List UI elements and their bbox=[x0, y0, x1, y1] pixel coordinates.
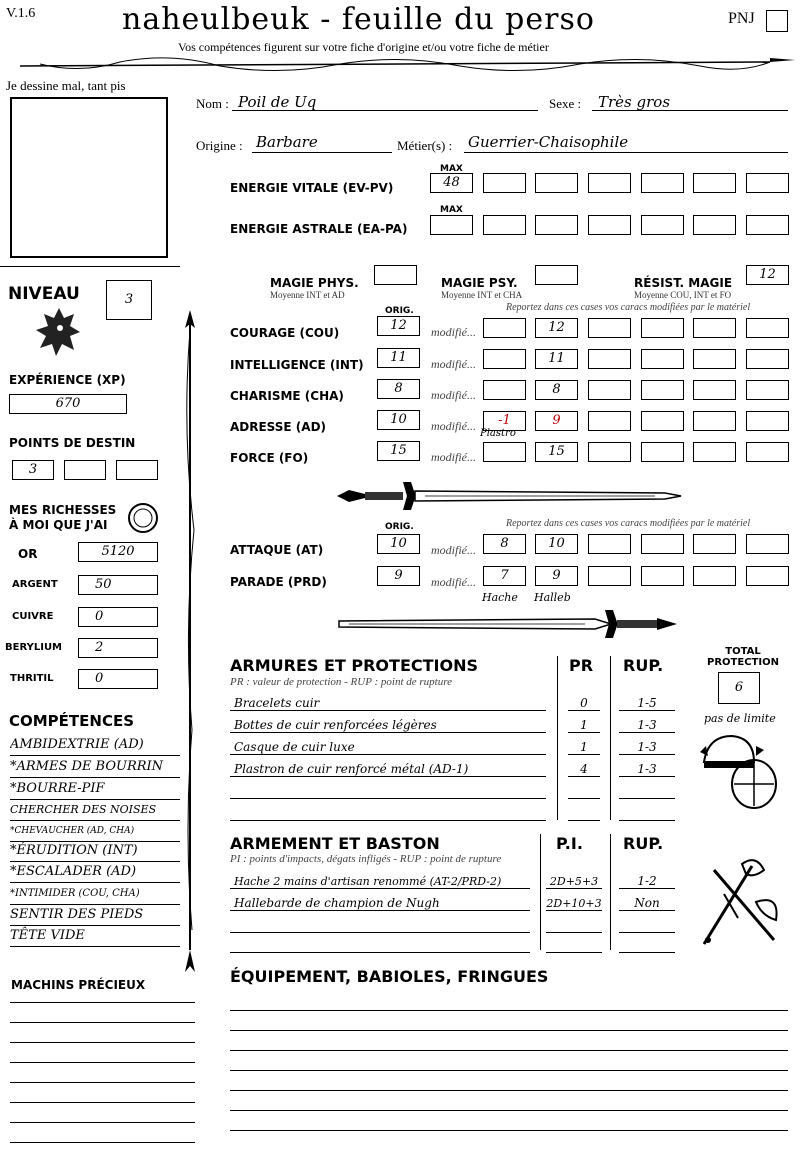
armure-name-4: Plastron de cuir renforcé métal (AD-1) bbox=[234, 762, 469, 776]
carac-mod1-ad-value: -1 bbox=[498, 413, 511, 428]
carac-box4-cou[interactable] bbox=[641, 318, 684, 338]
ev-box-5[interactable] bbox=[693, 173, 736, 193]
combat-mod1-prd-value: 7 bbox=[500, 568, 509, 583]
destin-box-3[interactable] bbox=[116, 460, 158, 480]
carac-orig-fo[interactable] bbox=[377, 441, 420, 461]
armure-rup-3-value: 1-3 bbox=[637, 740, 657, 754]
carac-orig-cha-value: 8 bbox=[394, 381, 403, 396]
carac-orig-ad-value: 10 bbox=[390, 412, 407, 427]
ea-box-3[interactable] bbox=[588, 215, 631, 235]
richesses-label-1: MES RICHESSES bbox=[9, 503, 117, 517]
carac-orig-int-value: 11 bbox=[390, 350, 407, 365]
armures-divider-2 bbox=[610, 656, 611, 820]
nom-value: Poil de Uq bbox=[238, 93, 317, 111]
argent-label: ARGENT bbox=[12, 579, 58, 590]
ev-max-label: MAX bbox=[440, 164, 463, 174]
carac-box3-int[interactable] bbox=[588, 349, 631, 369]
armure-pr-3[interactable] bbox=[568, 736, 600, 755]
arme-row-4[interactable] bbox=[230, 934, 530, 953]
nom-field[interactable] bbox=[232, 92, 538, 111]
equipement-line-2[interactable] bbox=[230, 1030, 788, 1031]
header-ornament bbox=[0, 52, 800, 78]
xp-label: EXPÉRIENCE (XP) bbox=[9, 373, 126, 387]
arme-name-1: Hache 2 mains d'artisan renommé (AT-2/PRD-2) bbox=[234, 875, 502, 888]
total-protection-label-1: TOTAL bbox=[725, 646, 761, 657]
sexe-value: Très gros bbox=[598, 93, 671, 111]
equipement-line-1[interactable] bbox=[230, 1010, 788, 1011]
arme-pi-1[interactable] bbox=[546, 870, 602, 889]
carac-mod1-ad-note: Plastro bbox=[480, 428, 516, 439]
carac-box4-ad[interactable] bbox=[641, 411, 684, 431]
carac-box5-int[interactable] bbox=[693, 349, 736, 369]
magie-phys-label: MAGIE PHYS. bbox=[270, 276, 359, 290]
carac-mod2-fo-value: 15 bbox=[548, 444, 565, 459]
arme-row-1[interactable] bbox=[230, 870, 530, 889]
armure-pr-3-value: 1 bbox=[580, 740, 588, 754]
magie-psy-label: MAGIE PSY. bbox=[441, 276, 518, 290]
carac-mod2-ad[interactable] bbox=[535, 411, 578, 431]
armure-name-1: Bracelets cuir bbox=[234, 696, 320, 710]
origine-field[interactable] bbox=[252, 132, 392, 153]
spear-divider-icon bbox=[180, 310, 200, 980]
destin-box-2[interactable] bbox=[64, 460, 106, 480]
armure-rup-5[interactable] bbox=[619, 780, 675, 799]
combat-note: Reportez dans ces cases vos caracs modifiées par le matériel bbox=[506, 518, 751, 529]
combat-orig-at[interactable] bbox=[377, 534, 420, 554]
thritil-value: 0 bbox=[95, 671, 104, 686]
carac-modif-cha: modifié... bbox=[431, 388, 476, 402]
carac-mod2-fo[interactable] bbox=[535, 442, 578, 462]
competence-3: *BOURRE-PIF bbox=[10, 779, 180, 800]
carac-label-ad: ADRESSE (AD) bbox=[230, 420, 327, 434]
armure-pr-1-value: 0 bbox=[580, 696, 588, 710]
carac-orig-ad[interactable] bbox=[377, 410, 420, 430]
thritil-label: THRITIL bbox=[10, 673, 54, 684]
armure-row-5[interactable] bbox=[230, 780, 546, 799]
caracs-orig-label: ORIG. bbox=[385, 306, 414, 316]
armure-row-3[interactable] bbox=[230, 736, 546, 755]
armures-divider-1 bbox=[557, 656, 558, 820]
ea-box-6[interactable] bbox=[746, 215, 789, 235]
carac-box5-cha[interactable] bbox=[693, 380, 736, 400]
armures-title: ARMURES ET PROTECTIONS bbox=[230, 656, 478, 675]
resist-box[interactable] bbox=[746, 265, 789, 285]
pas-de-limite-label: pas de limite bbox=[704, 712, 776, 725]
machins-line-5[interactable] bbox=[10, 1082, 195, 1083]
armures-col-rup: RUP. bbox=[623, 656, 664, 675]
machins-line-3[interactable] bbox=[10, 1042, 195, 1043]
armure-name-2: Bottes de cuir renforcées légères bbox=[234, 718, 437, 732]
metier-label: Métier(s) : bbox=[397, 138, 453, 153]
armure-row-4[interactable] bbox=[230, 758, 546, 777]
version-label: V.1.6 bbox=[6, 6, 36, 21]
combat-box4-at[interactable] bbox=[641, 534, 684, 554]
nom-label: Nom : bbox=[196, 96, 229, 111]
competence-6: *ÉRUDITION (INT) bbox=[10, 841, 180, 862]
carac-mod2-ad-value: 9 bbox=[552, 413, 561, 428]
competence-5: *CHEVAUCHER (AD, CHA) bbox=[10, 821, 180, 842]
carac-label-cha: CHARISME (CHA) bbox=[230, 389, 344, 403]
carac-box5-cou[interactable] bbox=[693, 318, 736, 338]
carac-modif-int: modifié... bbox=[431, 357, 476, 371]
carac-orig-cha[interactable] bbox=[377, 379, 420, 399]
carac-box6-int[interactable] bbox=[746, 349, 789, 369]
armure-pr-4[interactable] bbox=[568, 758, 600, 777]
carac-mod1-cha[interactable] bbox=[483, 380, 526, 400]
arme-rup-4[interactable] bbox=[619, 934, 675, 953]
armure-rup-3[interactable] bbox=[619, 736, 675, 755]
ea-box-4[interactable] bbox=[641, 215, 684, 235]
arme-pi-2[interactable] bbox=[546, 892, 602, 911]
armement-col-pi: P.I. bbox=[556, 834, 583, 853]
armure-pr-2-value: 1 bbox=[580, 718, 588, 732]
armure-row-2[interactable] bbox=[230, 714, 546, 733]
carac-box5-fo[interactable] bbox=[693, 442, 736, 462]
magie-psy-note: Moyenne INT et CHA bbox=[441, 290, 523, 300]
carac-orig-cou[interactable] bbox=[377, 316, 420, 336]
arme-pi-3[interactable] bbox=[546, 914, 602, 933]
magie-psy-box[interactable] bbox=[535, 265, 578, 285]
arme-row-3[interactable] bbox=[230, 914, 530, 933]
destin-box-1[interactable] bbox=[12, 460, 54, 480]
competence-1: AMBIDEXTRIE (AD) bbox=[10, 735, 180, 756]
machins-line-7[interactable] bbox=[10, 1122, 195, 1123]
total-protection-label-2: PROTECTION bbox=[707, 657, 779, 668]
combat-mod2-at-value: 10 bbox=[548, 536, 565, 551]
arme-rup-1[interactable] bbox=[619, 870, 675, 889]
armures-note: PR : valeur de protection - RUP : point de rupture bbox=[230, 676, 452, 688]
armement-col-rup: RUP. bbox=[623, 834, 664, 853]
cuivre-label: CUIVRE bbox=[12, 611, 54, 622]
magie-phys-note: Moyenne INT et AD bbox=[270, 290, 345, 300]
carac-box6-fo[interactable] bbox=[746, 442, 789, 462]
ea-max-label: MAX bbox=[440, 205, 463, 215]
armure-rup-4[interactable] bbox=[619, 758, 675, 777]
machins-line-8[interactable] bbox=[10, 1142, 195, 1143]
armement-title: ARMEMENT ET BASTON bbox=[230, 834, 440, 853]
combat-label-prd: PARADE (PRD) bbox=[230, 575, 327, 589]
magie-phys-box[interactable] bbox=[374, 265, 417, 285]
machins-line-4[interactable] bbox=[10, 1062, 195, 1063]
carac-box6-ad[interactable] bbox=[746, 411, 789, 431]
arme-rup-2[interactable] bbox=[619, 892, 675, 911]
berylium-box[interactable] bbox=[78, 638, 158, 658]
armure-rup-6[interactable] bbox=[619, 802, 675, 821]
machins-line-1[interactable] bbox=[10, 1002, 195, 1003]
combat-box5-at[interactable] bbox=[693, 534, 736, 554]
ev-box-1[interactable] bbox=[483, 173, 526, 193]
equipement-line-7[interactable] bbox=[230, 1130, 788, 1131]
combat-mod1-prd[interactable] bbox=[483, 566, 526, 586]
helmet-shield-icon bbox=[698, 728, 782, 812]
portrait-caption: Je dessine mal, tant pis bbox=[6, 78, 126, 93]
armure-rup-2[interactable] bbox=[619, 714, 675, 733]
xp-value: 670 bbox=[55, 396, 81, 411]
combat-orig-at-value: 10 bbox=[390, 536, 407, 551]
armure-pr-1[interactable] bbox=[568, 692, 600, 711]
ev-box-3[interactable] bbox=[588, 173, 631, 193]
ea-box-2[interactable] bbox=[535, 215, 578, 235]
metier-field[interactable] bbox=[464, 132, 788, 153]
pnj-label: PNJ bbox=[728, 10, 755, 27]
ea-label: ENERGIE ASTRALE (EA-PA) bbox=[230, 222, 408, 236]
arme-pi-2-value: 2D+10+3 bbox=[546, 897, 602, 910]
armure-rup-2-value: 1-3 bbox=[637, 718, 657, 732]
combat-mod1-at[interactable] bbox=[483, 534, 526, 554]
sword-icon-2 bbox=[335, 606, 685, 642]
combat-modif-prd: modifié... bbox=[431, 575, 476, 589]
armement-divider-1 bbox=[540, 834, 541, 950]
or-box[interactable] bbox=[78, 542, 158, 562]
competence-9: SENTIR DES PIEDS bbox=[10, 905, 180, 926]
total-protection-value: 6 bbox=[734, 680, 744, 695]
combat-col-note-2: Halleb bbox=[534, 591, 571, 604]
carac-modif-ad: modifié... bbox=[431, 419, 476, 433]
equipement-line-4[interactable] bbox=[230, 1070, 788, 1071]
cuivre-value: 0 bbox=[95, 609, 104, 624]
xp-box[interactable] bbox=[9, 394, 127, 414]
thritil-box[interactable] bbox=[78, 669, 158, 689]
carac-box5-ad[interactable] bbox=[693, 411, 736, 431]
ev-max-box[interactable] bbox=[430, 173, 473, 193]
combat-box6-prd[interactable] bbox=[746, 566, 789, 586]
carac-mod2-cha[interactable] bbox=[535, 380, 578, 400]
ea-box-5[interactable] bbox=[693, 215, 736, 235]
carac-mod2-cha-value: 8 bbox=[552, 382, 561, 397]
niveau-value: 3 bbox=[124, 292, 134, 307]
carac-modif-cou: modifié... bbox=[431, 325, 476, 339]
resist-note: Moyenne COU, INT et FO bbox=[634, 290, 732, 300]
armure-row-6[interactable] bbox=[230, 802, 546, 821]
carac-box4-int[interactable] bbox=[641, 349, 684, 369]
carac-modif-fo: modifié... bbox=[431, 450, 476, 464]
armure-pr-5[interactable] bbox=[568, 780, 600, 799]
carac-box3-fo[interactable] bbox=[588, 442, 631, 462]
ev-label: ENERGIE VITALE (EV-PV) bbox=[230, 181, 394, 195]
arme-row-2[interactable] bbox=[230, 892, 530, 911]
or-label: OR bbox=[18, 547, 38, 561]
combat-mod2-prd[interactable] bbox=[535, 566, 578, 586]
page-subtitle: Vos compétences figurent sur votre fiche d'origine et/ou votre fiche de métier bbox=[178, 40, 549, 54]
page-title: naheulbeuk - feuille du perso bbox=[122, 2, 595, 37]
carac-orig-cou-value: 12 bbox=[390, 318, 407, 333]
competence-7: *ESCALADER (AD) bbox=[10, 862, 180, 883]
carac-mod2-int-value: 11 bbox=[548, 351, 565, 366]
machins-line-2[interactable] bbox=[10, 1022, 195, 1023]
sword-icon bbox=[335, 478, 685, 514]
carac-mod1-int[interactable] bbox=[483, 349, 526, 369]
competence-8: *INTIMIDER (COU, CHA) bbox=[10, 884, 180, 905]
combat-orig-prd-value: 9 bbox=[394, 568, 403, 583]
armures-col-pr: PR bbox=[569, 656, 594, 675]
caracs-note: Reportez dans ces cases vos caracs modifiées par le matériel bbox=[506, 302, 751, 313]
competence-2: *ARMES DE BOURRIN bbox=[10, 757, 180, 778]
carac-mod1-cou[interactable] bbox=[483, 318, 526, 338]
ev-box-2[interactable] bbox=[535, 173, 578, 193]
carac-label-cou: COURAGE (COU) bbox=[230, 326, 340, 340]
carac-mod2-cou-value: 12 bbox=[548, 320, 565, 335]
equipement-title: ÉQUIPEMENT, BABIOLES, FRINGUES bbox=[230, 967, 549, 986]
carac-orig-fo-value: 15 bbox=[390, 443, 407, 458]
carac-box4-fo[interactable] bbox=[641, 442, 684, 462]
left-divider bbox=[0, 266, 180, 267]
armure-row-1[interactable] bbox=[230, 692, 546, 711]
armure-rup-4-value: 1-3 bbox=[637, 762, 657, 776]
combat-box5-prd[interactable] bbox=[693, 566, 736, 586]
carac-box3-cou[interactable] bbox=[588, 318, 631, 338]
carac-box6-cou[interactable] bbox=[746, 318, 789, 338]
resist-value: 12 bbox=[759, 267, 776, 282]
or-value: 5120 bbox=[101, 544, 135, 559]
arme-pi-1-value: 2D+5+3 bbox=[549, 875, 599, 888]
richesses-label-2: À MOI QUE J'AI bbox=[9, 518, 108, 532]
metier-value: Guerrier-Chaisophile bbox=[468, 133, 629, 151]
origine-value: Barbare bbox=[256, 133, 318, 151]
armure-pr-2[interactable] bbox=[568, 714, 600, 733]
portrait-box[interactable] bbox=[10, 97, 168, 258]
arme-rup-1-value: 1-2 bbox=[637, 874, 657, 888]
arme-name-2: Hallebarde de champion de Nugh bbox=[234, 896, 440, 910]
destin-value-1: 3 bbox=[28, 462, 38, 477]
machins-line-6[interactable] bbox=[10, 1102, 195, 1103]
ea-box-1[interactable] bbox=[483, 215, 526, 235]
combat-box3-prd[interactable] bbox=[588, 566, 631, 586]
argent-value: 50 bbox=[95, 577, 112, 592]
total-protection-box[interactable] bbox=[718, 672, 760, 704]
equipement-line-6[interactable] bbox=[230, 1110, 788, 1111]
berylium-value: 2 bbox=[95, 640, 104, 655]
pnj-checkbox[interactable] bbox=[766, 10, 788, 32]
combat-box6-at[interactable] bbox=[746, 534, 789, 554]
armure-pr-4-value: 4 bbox=[580, 762, 588, 776]
equipement-line-5[interactable] bbox=[230, 1090, 788, 1091]
carac-orig-int[interactable] bbox=[377, 348, 420, 368]
combat-label-at: ATTAQUE (AT) bbox=[230, 543, 324, 557]
armement-divider-2 bbox=[610, 834, 611, 950]
ev-box-6[interactable] bbox=[746, 173, 789, 193]
argent-box[interactable] bbox=[78, 575, 158, 595]
carac-mod2-cou[interactable] bbox=[535, 318, 578, 338]
coin-icon bbox=[127, 502, 159, 534]
carac-box3-ad[interactable] bbox=[588, 411, 631, 431]
cuivre-box[interactable] bbox=[78, 607, 158, 627]
machins-label: MACHINS PRÉCIEUX bbox=[11, 978, 146, 992]
armure-rup-1-value: 1-5 bbox=[637, 696, 657, 710]
niveau-label: NIVEAU bbox=[8, 284, 80, 304]
ea-max-box[interactable] bbox=[430, 215, 473, 235]
resist-label: RÉSIST. MAGIE bbox=[634, 276, 733, 290]
combat-mod2-at[interactable] bbox=[535, 534, 578, 554]
berylium-label: BERYLIUM bbox=[5, 642, 63, 653]
carac-label-fo: FORCE (FO) bbox=[230, 451, 309, 465]
combat-orig-prd[interactable] bbox=[377, 566, 420, 586]
carac-box3-cha[interactable] bbox=[588, 380, 631, 400]
carac-box6-cha[interactable] bbox=[746, 380, 789, 400]
sexe-field[interactable] bbox=[592, 92, 788, 111]
carac-mod2-int[interactable] bbox=[535, 349, 578, 369]
sexe-label: Sexe : bbox=[549, 96, 582, 111]
carac-box4-cha[interactable] bbox=[641, 380, 684, 400]
combat-orig-label: ORIG. bbox=[385, 522, 414, 532]
competence-10: TÊTE VIDE bbox=[10, 926, 180, 947]
destin-label: POINTS DE DESTIN bbox=[9, 436, 136, 450]
origine-label: Origine : bbox=[196, 138, 243, 153]
armure-rup-1[interactable] bbox=[619, 692, 675, 711]
carac-mod1-fo[interactable] bbox=[483, 442, 526, 462]
competences-label: COMPÉTENCES bbox=[9, 712, 135, 730]
combat-col-note-1: Hache bbox=[482, 591, 518, 604]
dragon-icon bbox=[34, 304, 84, 360]
arme-rup-3[interactable] bbox=[619, 914, 675, 933]
competence-4: CHERCHER DES NOISES bbox=[10, 800, 180, 821]
niveau-box[interactable] bbox=[106, 280, 152, 320]
carac-label-int: INTELLIGENCE (INT) bbox=[230, 358, 364, 372]
combat-mod1-at-value: 8 bbox=[500, 536, 509, 551]
equipement-line-3[interactable] bbox=[230, 1050, 788, 1051]
armure-name-3: Casque de cuir luxe bbox=[234, 740, 355, 754]
arme-rup-2-value: Non bbox=[634, 896, 660, 910]
ev-box-4[interactable] bbox=[641, 173, 684, 193]
combat-modif-at: modifié... bbox=[431, 543, 476, 557]
arme-pi-4[interactable] bbox=[546, 934, 602, 953]
armure-pr-6[interactable] bbox=[568, 802, 600, 821]
weapons-icon bbox=[694, 854, 786, 954]
armement-note: PI : points d'impacts, dégats infligés - RUP : point de rupture bbox=[230, 853, 502, 865]
combat-box3-at[interactable] bbox=[588, 534, 631, 554]
ev-max-value: 48 bbox=[443, 175, 460, 190]
combat-box4-prd[interactable] bbox=[641, 566, 684, 586]
combat-mod2-prd-value: 9 bbox=[552, 568, 561, 583]
